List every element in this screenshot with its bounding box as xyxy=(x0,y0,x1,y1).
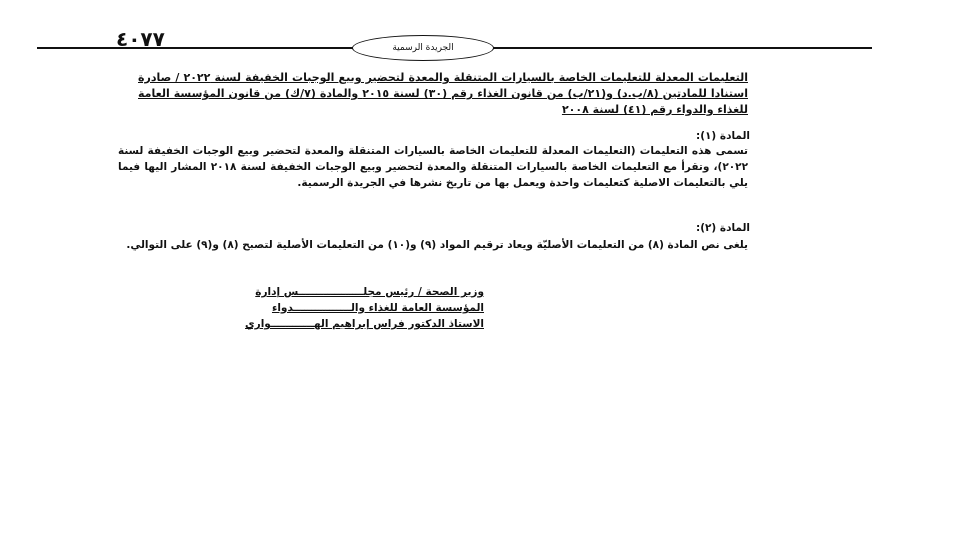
page-number: ٤٠٧٧ xyxy=(116,27,165,51)
signature-line-1: وزير الصحة / رئيس مجلــــــــــــــــــس إدارة xyxy=(255,286,484,298)
article-1-text: تسمى هذه التعليمات (التعليمات المعدلة للتعليمات الخاصة بالسيارات المتنقلة والمعدة لتحضير وبيع الوجبات الخفيفة لسنة ٢٠٢٢)، وتقرأ مع التعليمات الخاصة بالسيارات المتنقلة والمعدة لتحضير وبيع الوجبات الخفيفة لسنة ٢٠١٨ المشار اليها فيما يلي بالتعليمات الاصلية كتعليمات واحدة ويعمل بها من تاريخ نشرها في الجريدة الرسمية. xyxy=(118,145,748,189)
signature-line-3: الاستاذ الدكتور فراس إبراهيم الهــــــــــــواري xyxy=(245,318,484,330)
document-title: التعليمات المعدلة للتعليمات الخاصة بالسيارات المتنقلة والمعدة لتحضير وبيع الوجبات الخفيفة لسنة ٢٠٢٢ / صادرة استنادا للمادتين (٨/ب.د) و(٢١/ب) من قانون الغذاء رقم (٣٠) لسنة ٢٠١٥ والمادة (٧/ك) من قانون المؤسسة العامة للغذاء والدواء رقم (٤١) لسنة ٢٠٠٨ xyxy=(138,71,748,116)
article-2-label: المادة (٢): xyxy=(696,222,750,234)
article-2-text: يلغى نص المادة (٨) من التعليمات الأصليّة ويعاد ترقيم المواد (٩) و(١٠) من التعليمات الأصلية لتصبح (٨) و(٩) على التوالي. xyxy=(126,239,748,251)
signature-line-2: المؤسسة العامة للغذاء والــــــــــــــــدواء xyxy=(271,302,484,314)
gazette-name-oval xyxy=(352,35,494,61)
article-1-label: المادة (١): xyxy=(696,130,750,142)
signature-block xyxy=(245,284,484,332)
gazette-name: الجريدة الرسمية xyxy=(392,43,454,53)
